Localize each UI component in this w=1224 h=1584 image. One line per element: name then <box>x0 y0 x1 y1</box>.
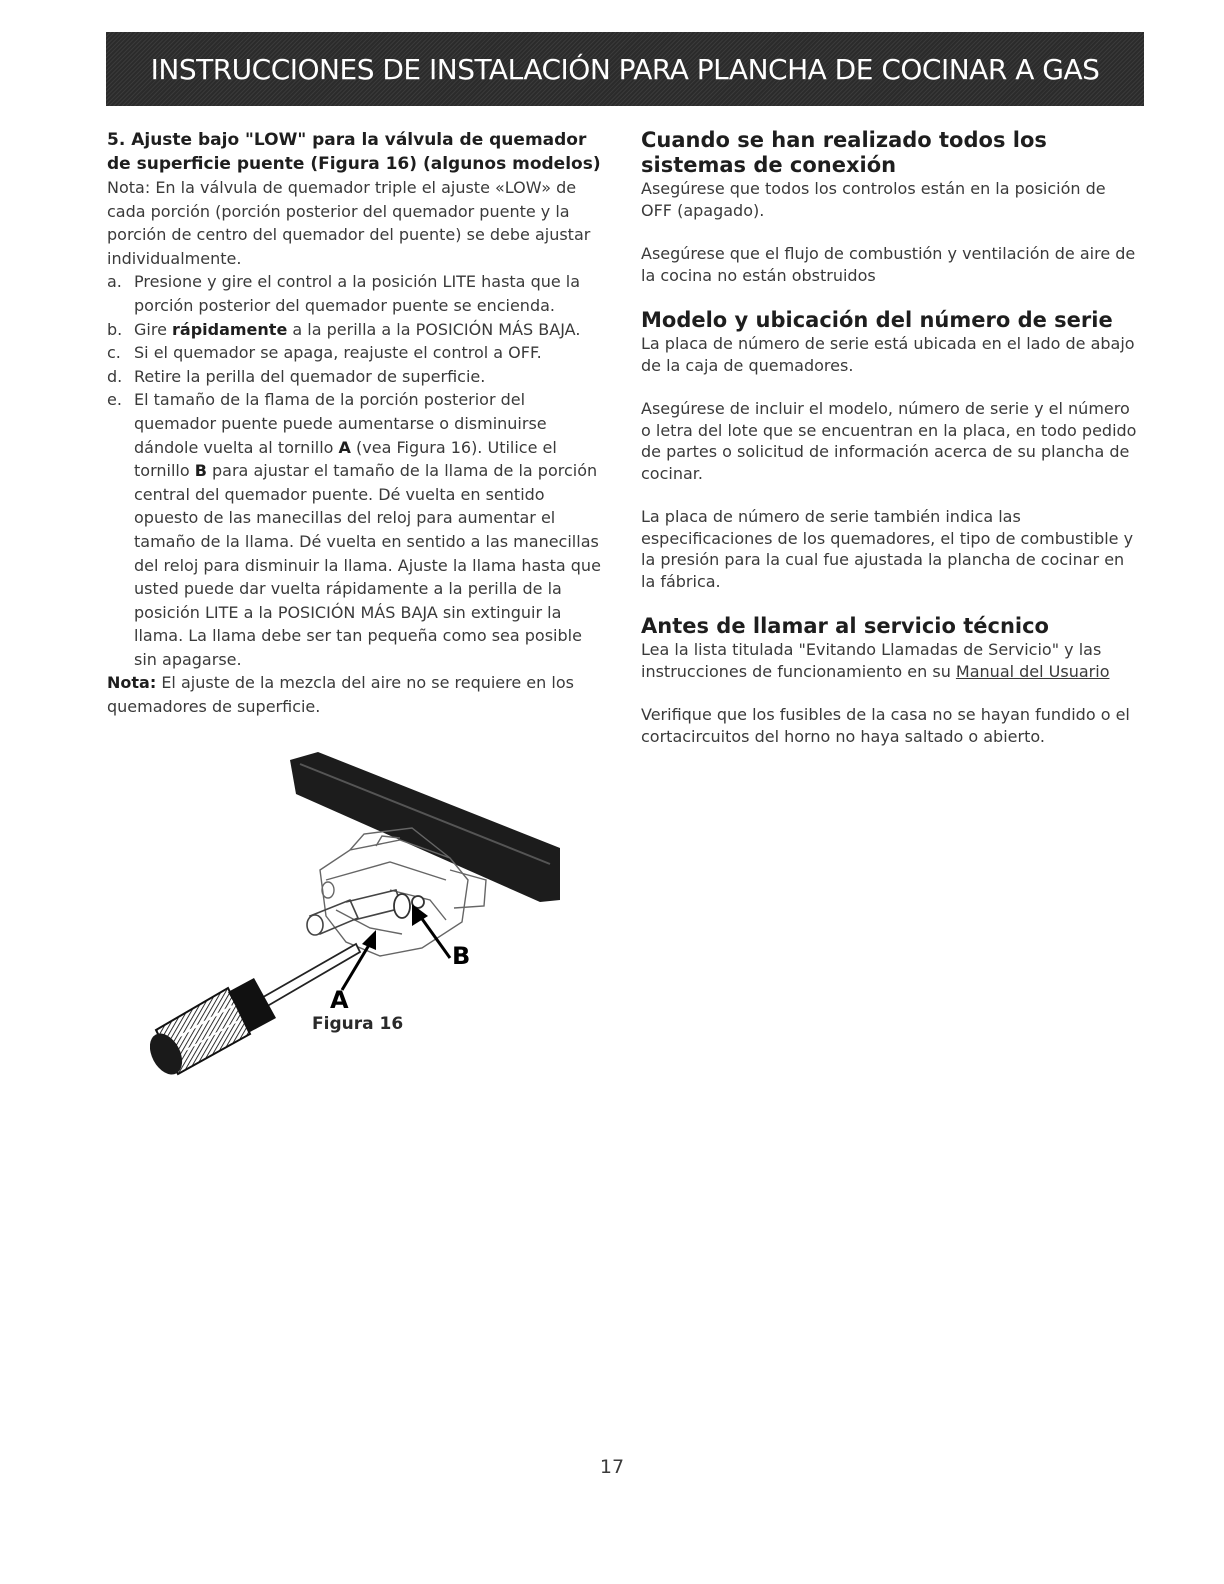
section-heading-connections: Cuando se han realizado todos los sistemas de conexión <box>641 128 1047 177</box>
user-manual-reference: Manual del Usuario <box>955 661 1110 681</box>
step-heading-line2: de superficie puente (Figura 16) (algunos modelos) <box>107 154 601 174</box>
final-note-label: Nota: <box>107 673 157 693</box>
list-item-c <box>107 341 607 365</box>
figure-16-illustration <box>150 730 570 1090</box>
list-item-text-part2: (vea Figura 16). Utilice el tornillo <box>134 437 557 481</box>
figure-caption: Figura 16 <box>312 1014 404 1034</box>
emphasis-rapidamente: rápidamente <box>172 319 288 339</box>
paragraph-airflow: Asegúrese que el flujo de combustión y ventilación de aire de la cocina no están obstruidos <box>641 244 1136 285</box>
burner-tube-shape <box>290 752 560 902</box>
list-item-text-post: a la perilla a la POSICIÓN MÁS BAJA. <box>287 319 581 339</box>
list-marker: e. <box>107 390 122 410</box>
arrow-b-icon <box>412 904 450 958</box>
list-item-a <box>107 270 607 317</box>
header-banner <box>106 32 1144 106</box>
page-number: 17 <box>599 1456 625 1478</box>
final-note-text: El ajuste de la mezcla del aire no se requiere en los quemadores de superficie. <box>107 673 574 717</box>
step-heading <box>107 128 607 176</box>
section-heading-serial-number: Modelo y ubicación del número de serie <box>641 308 1113 332</box>
burner-valve-screwdriver-drawing <box>150 730 570 1090</box>
screw-b-label: B <box>194 461 207 481</box>
list-marker: c. <box>107 343 121 363</box>
list-marker: b. <box>107 319 123 339</box>
list-item-text-pre: Gire <box>134 319 172 339</box>
paragraph-read-list-text: Lea la lista titulada "Evitando Llamadas de Servicio" y las instrucciones de funcionamiento en su <box>641 640 1102 681</box>
list-marker: d. <box>107 366 123 386</box>
page-title: INSTRUCCIONES DE INSTALACIÓN PARA PLANCHA DE COCINAR A GAS <box>150 52 1100 86</box>
label-b: B <box>452 942 471 970</box>
list-item-d <box>107 365 607 389</box>
list-item-text: Presione y gire el control a la posición LITE hasta que la porción posterior del quemador puente se encienda. <box>134 272 581 315</box>
right-column <box>641 128 1141 747</box>
list-item-b <box>107 318 607 342</box>
paragraph-include-model: Asegúrese de incluir el modelo, número de serie y el número o letra del lote que se encuentran en la placa, en todo pedido de partes o solicitud de información acerca de su plancha de cocinar. <box>641 399 1137 483</box>
note-intro: Nota: En la válvula de quemador triple el ajuste «LOW» de cada porción (porción posterior del quemador puente y la porción de centro del quemador del puente) se debe ajustar individualmente. <box>107 178 591 268</box>
screw-a-label: A <box>338 437 351 457</box>
paragraph-plate-specs: La placa de número de serie también indica las especificaciones de los quemadores, el tipo de combustible y la presión para la cual fue ajustada la plancha de cocinar en la fábrica. <box>641 507 1134 591</box>
section-heading-service: Antes de llamar al servicio técnico <box>641 614 1049 638</box>
label-a: A <box>330 986 349 1014</box>
list-marker: a. <box>107 272 122 292</box>
paragraph-controls-off: Asegúrese que todos los controlos están en la posición de OFF (apagado). <box>641 179 1106 220</box>
left-column <box>107 128 607 719</box>
list-item-text: Si el quemador se apaga, reajuste el control a OFF. <box>134 343 542 363</box>
list-item-text-part3: para ajustar el tamaño de la llama de la porción central del quemador puente. Dé vuelta en sentido opuesto de las manecillas del reloj para aumentar el tamaño de la llama. Dé vuelta en sentido a las manecillas del reloj para disminuir la llama. Ajuste la llama hasta que usted puede dar vuelta rápidamente a la perilla de la posición LITE a la POSICIÓN MÁS BAJA sin extinguir la llama. La llama debe ser tan pequeña como sea posible sin apagarse. <box>134 461 601 669</box>
steps-list <box>107 270 607 671</box>
paragraph-read-list <box>641 639 1141 682</box>
list-item-text-part1: El tamaño de la flama de la porción posterior del quemador puente puede aumentarse o disminuirse dándole vuelta al tornillo <box>134 390 547 457</box>
final-note <box>107 671 607 718</box>
step-heading-line1: 5. Ajuste bajo "LOW" para la válvula de quemador <box>107 130 587 150</box>
list-item-text: Retire la perilla del quemador de superficie. <box>134 366 486 386</box>
list-item-e <box>107 388 607 671</box>
screwdriver-handle-shape <box>150 978 276 1080</box>
paragraph-check-fuses: Verifique que los fusibles de la casa no se hayan fundido o el cortacircuitos del horno no haya saltado o abierto. <box>641 705 1130 746</box>
paragraph-serial-location: La placa de número de serie está ubicada en el lado de abajo de la caja de quemadores. <box>641 334 1135 375</box>
